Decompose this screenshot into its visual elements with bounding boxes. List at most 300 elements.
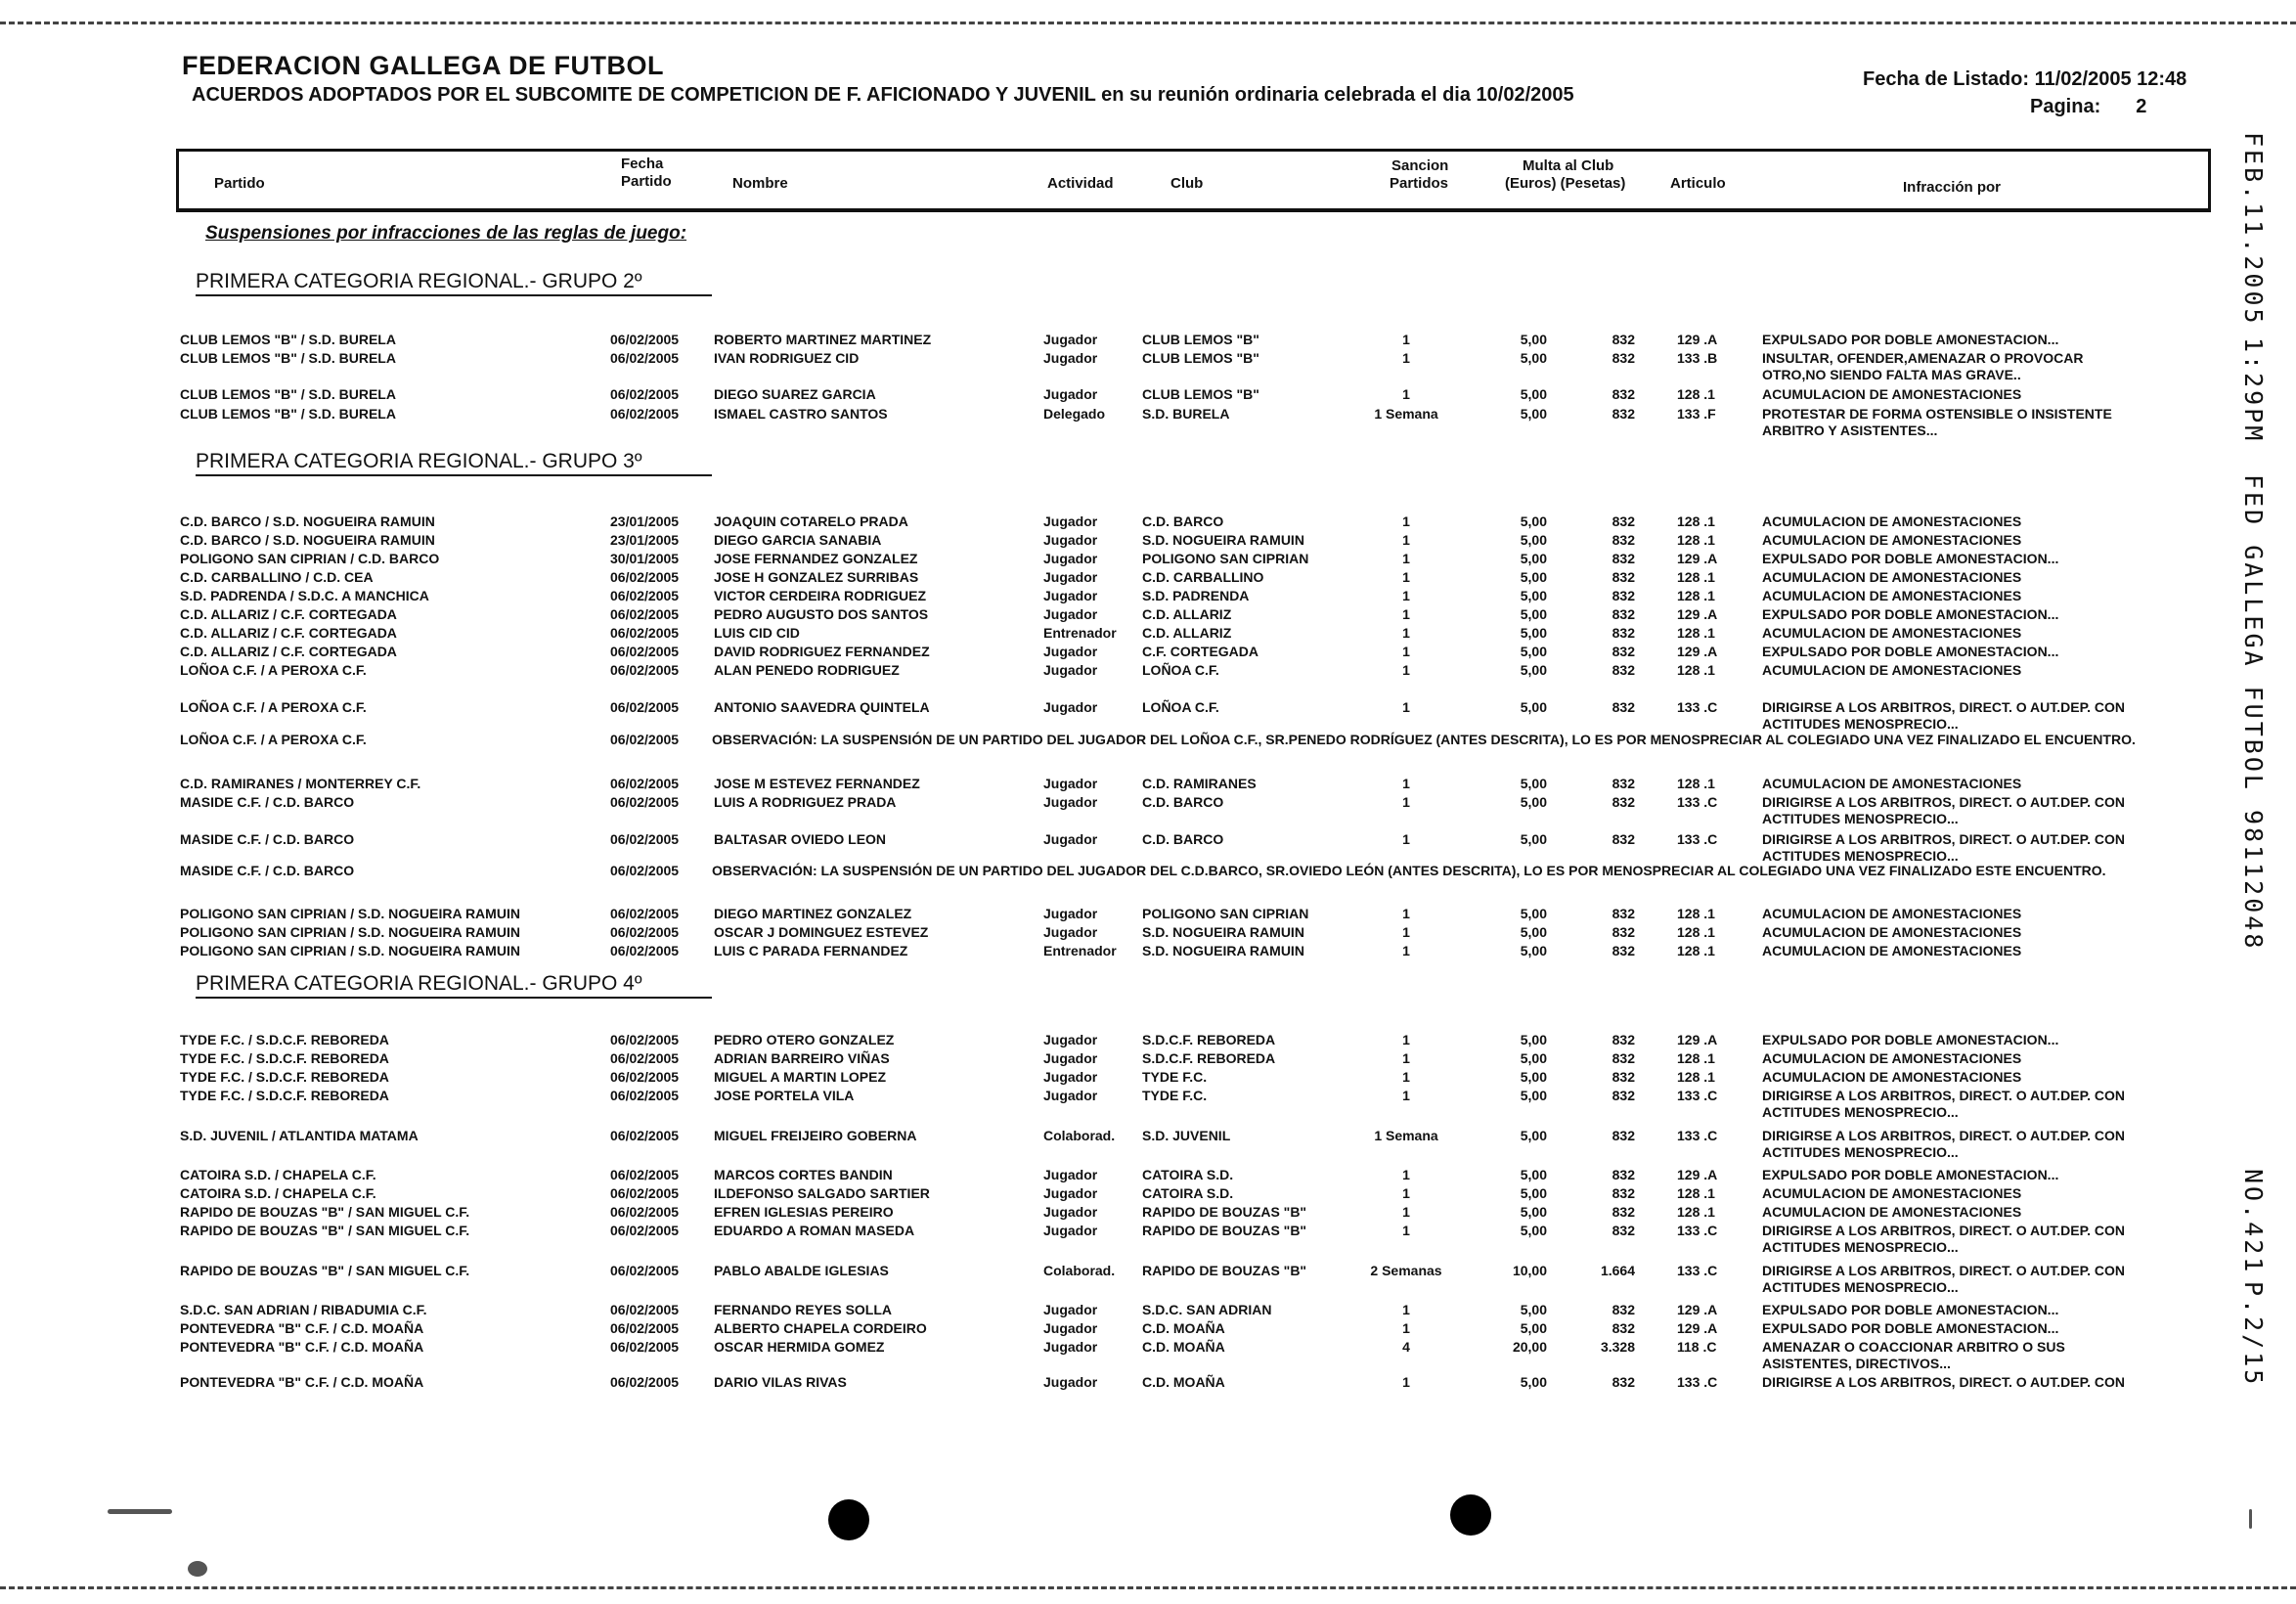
cell-actividad: Delegado <box>1043 406 1106 422</box>
cell-infraccion: ACUMULACION DE AMONESTACIONES <box>1762 1204 2022 1220</box>
cell-club: RAPIDO DE BOUZAS "B" <box>1142 1204 1307 1220</box>
cell-euros: 5,00 <box>1520 606 1547 622</box>
cell-fecha: 23/01/2005 <box>610 532 680 548</box>
cell-infraccion-cont: ASISTENTES, DIRECTIVOS... <box>1762 1356 1951 1371</box>
cell-infraccion: EXPULSADO POR DOBLE AMONESTACION... <box>1762 1032 2059 1047</box>
cell-partido: PONTEVEDRA "B" C.F. / C.D. MOAÑA <box>180 1320 424 1336</box>
cell-club: S.D.C. SAN ADRIAN <box>1142 1302 1272 1317</box>
cell-fecha: 06/02/2005 <box>610 1050 680 1066</box>
cell-partido: TYDE F.C. / S.D.C.F. REBOREDA <box>180 1069 389 1085</box>
cell-sancion: 1 <box>1402 532 1410 548</box>
cell-partido: S.D. JUVENIL / ATLANTIDA MATAMA <box>180 1128 419 1143</box>
cell-club: C.D. BARCO <box>1142 794 1224 810</box>
cell-articulo: 128 .1 <box>1677 1185 1715 1201</box>
cell-euros: 20,00 <box>1512 1339 1547 1355</box>
cell-sancion: 1 <box>1402 924 1410 940</box>
cell-sancion: 1 <box>1402 513 1410 529</box>
cell-infraccion-cont: ACTITUDES MENOSPRECIO... <box>1762 1104 1959 1120</box>
table-row <box>0 643 2230 660</box>
cell-sancion: 2 Semanas <box>1370 1263 1442 1278</box>
cell-fecha: 06/02/2005 <box>610 606 680 622</box>
listing-date: Fecha de Listado: 11/02/2005 12:48 <box>1863 68 2187 90</box>
cell-infraccion: ACUMULACION DE AMONESTACIONES <box>1762 588 2022 603</box>
cell-nombre: ANTONIO SAAVEDRA QUINTELA <box>714 699 930 715</box>
cell-sancion: 1 <box>1402 1032 1410 1047</box>
col-sancion-2: Partidos <box>1390 175 1449 192</box>
cell-fecha: 06/02/2005 <box>610 406 680 422</box>
cell-nombre: DIEGO MARTINEZ GONZALEZ <box>714 906 912 921</box>
cell-articulo: 133 .C <box>1677 1088 1718 1103</box>
cell-infraccion: ACUMULACION DE AMONESTACIONES <box>1762 1050 2022 1066</box>
cell-articulo: 128 .1 <box>1677 513 1715 529</box>
fax-time: 1:29PM <box>2239 337 2268 444</box>
scan-top-edge <box>0 22 2296 24</box>
cell-pesetas: 832 <box>1612 406 1635 422</box>
cell-infraccion: DIRIGIRSE A LOS ARBITROS, DIRECT. O AUT.DEP. CON <box>1762 1128 2126 1143</box>
cell-infraccion-cont: OTRO,NO SIENDO FALTA MAS GRAVE.. <box>1762 367 2021 382</box>
cell-sancion: 1 <box>1402 350 1410 366</box>
cell-pesetas: 832 <box>1612 588 1635 603</box>
cell-euros: 5,00 <box>1520 625 1547 641</box>
table-row <box>0 1166 2230 1183</box>
cell-infraccion-cont: ACTITUDES MENOSPRECIO... <box>1762 1239 1959 1255</box>
cell-pesetas: 832 <box>1612 606 1635 622</box>
cell-pesetas: 832 <box>1612 1374 1635 1390</box>
table-row <box>0 775 2230 792</box>
cell-partido: TYDE F.C. / S.D.C.F. REBOREDA <box>180 1050 389 1066</box>
cell-infraccion: AMENAZAR O COACCIONAR ARBITRO O SUS <box>1762 1339 2065 1355</box>
cell-articulo: 128 .1 <box>1677 532 1715 548</box>
group-underline <box>196 294 712 296</box>
fax-number: NO.421 <box>2239 1169 2268 1275</box>
table-row <box>0 568 2230 586</box>
cell-pesetas: 832 <box>1612 644 1635 659</box>
cell-club: S.D. BURELA <box>1142 406 1230 422</box>
cell-club: POLIGONO SAN CIPRIAN <box>1142 551 1309 566</box>
cell-nombre: LUIS A RODRIGUEZ PRADA <box>714 794 897 810</box>
cell-pesetas: 832 <box>1612 1223 1635 1238</box>
note-fecha: 06/02/2005 <box>610 732 680 747</box>
cell-fecha: 06/02/2005 <box>610 1069 680 1085</box>
cell-euros: 5,00 <box>1520 406 1547 422</box>
cell-club: S.D. NOGUEIRA RAMUIN <box>1142 532 1304 548</box>
section-title: Suspensiones por infracciones de las reglas de juego: <box>205 223 687 244</box>
cell-fecha: 06/02/2005 <box>610 943 680 958</box>
cell-nombre: DIEGO SUAREZ GARCIA <box>714 386 876 402</box>
cell-actividad: Entrenador <box>1043 943 1117 958</box>
cell-club: C.D. MOAÑA <box>1142 1339 1225 1355</box>
col-sancion-1: Sancion <box>1391 157 1449 174</box>
cell-euros: 5,00 <box>1520 551 1547 566</box>
table-row <box>0 1301 2230 1318</box>
cell-nombre: ILDEFONSO SALGADO SARTIER <box>714 1185 930 1201</box>
cell-infraccion: EXPULSADO POR DOBLE AMONESTACION... <box>1762 1167 2059 1182</box>
group-underline <box>196 474 712 476</box>
cell-articulo: 129 .A <box>1677 1302 1718 1317</box>
cell-sancion: 1 <box>1402 1302 1410 1317</box>
cell-euros: 5,00 <box>1520 906 1547 921</box>
cell-nombre: MIGUEL FREIJEIRO GOBERNA <box>714 1128 917 1143</box>
cell-articulo: 128 .1 <box>1677 906 1715 921</box>
cell-euros: 5,00 <box>1520 350 1547 366</box>
cell-articulo: 133 .C <box>1677 1263 1718 1278</box>
cell-infraccion: EXPULSADO POR DOBLE AMONESTACION... <box>1762 551 2059 566</box>
cell-partido: S.D. PADRENDA / S.D.C. A MANCHICA <box>180 588 429 603</box>
cell-sancion: 1 <box>1402 644 1410 659</box>
cell-infraccion: ACUMULACION DE AMONESTACIONES <box>1762 532 2022 548</box>
cell-actividad: Jugador <box>1043 662 1098 678</box>
cell-fecha: 06/02/2005 <box>610 1374 680 1390</box>
note-text: OBSERVACIÓN: LA SUSPENSIÓN DE UN PARTIDO DEL JUGADOR DEL C.D.BARCO, SR.OVIEDO LEÓN (ANTES DESCRITA), LO ES POR MENOSPRECIAR AL COLEGIADO UNA VEZ FINALIZADO ESTE ENCUENTRO. <box>712 863 2106 878</box>
cell-pesetas: 832 <box>1612 1088 1635 1103</box>
col-multa-2: (Euros) (Pesetas) <box>1505 175 1626 192</box>
cell-infraccion: DIRIGIRSE A LOS ARBITROS, DIRECT. O AUT.DEP. CON <box>1762 794 2126 810</box>
cell-euros: 5,00 <box>1520 1167 1547 1182</box>
table-row <box>0 661 2230 679</box>
cell-fecha: 06/02/2005 <box>610 662 680 678</box>
table-row <box>0 605 2230 623</box>
group-title: PRIMERA CATEGORIA REGIONAL.- GRUPO 4º <box>196 972 642 995</box>
cell-partido: MASIDE C.F. / C.D. BARCO <box>180 794 355 810</box>
cell-euros: 5,00 <box>1520 513 1547 529</box>
cell-pesetas: 832 <box>1612 699 1635 715</box>
cell-pesetas: 832 <box>1612 662 1635 678</box>
cell-articulo: 128 .1 <box>1677 569 1715 585</box>
cell-partido: C.D. ALLARIZ / C.F. CORTEGADA <box>180 625 397 641</box>
cell-partido: TYDE F.C. / S.D.C.F. REBOREDA <box>180 1088 389 1103</box>
cell-club: C.D. BARCO <box>1142 831 1224 847</box>
cell-nombre: DARIO VILAS RIVAS <box>714 1374 847 1390</box>
cell-infraccion: EXPULSADO POR DOBLE AMONESTACION... <box>1762 606 2059 622</box>
cell-nombre: PEDRO AUGUSTO DOS SANTOS <box>714 606 929 622</box>
cell-partido: LOÑOA C.F. / A PEROXA C.F. <box>180 699 367 715</box>
cell-fecha: 06/02/2005 <box>610 644 680 659</box>
cell-club: S.D.C.F. REBOREDA <box>1142 1050 1276 1066</box>
table-row <box>0 550 2230 567</box>
cell-infraccion: DIRIGIRSE A LOS ARBITROS, DIRECT. O AUT.DEP. CON <box>1762 1088 2126 1103</box>
cell-sancion: 1 <box>1402 662 1410 678</box>
cell-infraccion: ACUMULACION DE AMONESTACIONES <box>1762 1185 2022 1201</box>
table-row <box>0 1031 2230 1048</box>
page-number <box>2030 96 2146 118</box>
cell-pesetas: 832 <box>1612 350 1635 366</box>
cell-pesetas: 832 <box>1612 532 1635 548</box>
cell-club: S.D. PADRENDA <box>1142 588 1250 603</box>
cell-articulo: 128 .1 <box>1677 776 1715 791</box>
cell-nombre: MARCOS CORTES BANDIN <box>714 1167 893 1182</box>
cell-club: LOÑOA C.F. <box>1142 699 1219 715</box>
cell-fecha: 06/02/2005 <box>610 1223 680 1238</box>
cell-nombre: FERNANDO REYES SOLLA <box>714 1302 893 1317</box>
cell-actividad: Entrenador <box>1043 625 1117 641</box>
cell-sancion: 1 <box>1402 1223 1410 1238</box>
cell-articulo: 133 .B <box>1677 350 1718 366</box>
cell-actividad: Jugador <box>1043 1339 1098 1355</box>
cell-infraccion: ACUMULACION DE AMONESTACIONES <box>1762 776 2022 791</box>
scan-smudge <box>108 1509 172 1514</box>
cell-nombre: IVAN RODRIGUEZ CID <box>714 350 860 366</box>
cell-pesetas: 832 <box>1612 569 1635 585</box>
cell-fecha: 06/02/2005 <box>610 831 680 847</box>
cell-actividad: Jugador <box>1043 1204 1098 1220</box>
group-underline <box>196 997 712 999</box>
cell-actividad: Jugador <box>1043 1032 1098 1047</box>
cell-euros: 5,00 <box>1520 1185 1547 1201</box>
cell-sancion: 4 <box>1402 1339 1410 1355</box>
cell-fecha: 06/02/2005 <box>610 1302 680 1317</box>
cell-partido: S.D.C. SAN ADRIAN / RIBADUMIA C.F. <box>180 1302 427 1317</box>
cell-sancion: 1 <box>1402 943 1410 958</box>
cell-nombre: MIGUEL A MARTIN LOPEZ <box>714 1069 887 1085</box>
cell-actividad: Colaborad. <box>1043 1263 1116 1278</box>
cell-nombre: VICTOR CERDEIRA RODRIGUEZ <box>714 588 927 603</box>
cell-fecha: 06/02/2005 <box>610 794 680 810</box>
cell-infraccion: ACUMULACION DE AMONESTACIONES <box>1762 662 2022 678</box>
cell-infraccion-cont: ARBITRO Y ASISTENTES... <box>1762 423 1938 438</box>
cell-infraccion: ACUMULACION DE AMONESTACIONES <box>1762 943 2022 958</box>
cell-euros: 5,00 <box>1520 1032 1547 1047</box>
cell-fecha: 06/02/2005 <box>610 1204 680 1220</box>
table-row <box>0 830 2230 864</box>
table-row <box>0 1203 2230 1221</box>
cell-sancion: 1 <box>1402 1204 1410 1220</box>
cell-partido: CLUB LEMOS "B" / S.D. BURELA <box>180 332 396 347</box>
cell-articulo: 133 .F <box>1677 406 1716 422</box>
cell-nombre: OSCAR HERMIDA GOMEZ <box>714 1339 885 1355</box>
cell-club: S.D. JUVENIL <box>1142 1128 1231 1143</box>
fax-header <box>2239 132 2280 1501</box>
cell-euros: 5,00 <box>1520 332 1547 347</box>
cell-club: C.D. RAMIRANES <box>1142 776 1257 791</box>
cell-actividad: Jugador <box>1043 794 1098 810</box>
cell-pesetas: 832 <box>1612 1302 1635 1317</box>
cell-partido: MASIDE C.F. / C.D. BARCO <box>180 831 355 847</box>
cell-nombre: BALTASAR OVIEDO LEON <box>714 831 887 847</box>
cell-partido: C.D. BARCO / S.D. NOGUEIRA RAMUIN <box>180 532 435 548</box>
cell-club: S.D. NOGUEIRA RAMUIN <box>1142 943 1304 958</box>
cell-club: CATOIRA S.D. <box>1142 1185 1234 1201</box>
cell-articulo: 129 .A <box>1677 1320 1718 1336</box>
cell-euros: 5,00 <box>1520 1088 1547 1103</box>
note-fecha: 06/02/2005 <box>610 863 680 878</box>
cell-infraccion-cont: ACTITUDES MENOSPRECIO... <box>1762 848 1959 864</box>
cell-fecha: 06/02/2005 <box>610 625 680 641</box>
cell-sancion: 1 <box>1402 588 1410 603</box>
cell-articulo: 133 .C <box>1677 699 1718 715</box>
cell-club: CLUB LEMOS "B" <box>1142 386 1259 402</box>
org-title: FEDERACION GALLEGA DE FUTBOL <box>182 51 664 80</box>
cell-infraccion: ACUMULACION DE AMONESTACIONES <box>1762 386 2022 402</box>
cell-euros: 5,00 <box>1520 1374 1547 1390</box>
document-subtitle: ACUERDOS ADOPTADOS POR EL SUBCOMITE DE COMPETICION DE F. AFICIONADO Y JUVENIL en su reunión ordinaria celebrada el dia 10/02/2005 <box>192 84 1574 106</box>
page-value: 2 <box>2136 96 2147 117</box>
cell-partido: CATOIRA S.D. / CHAPELA C.F. <box>180 1185 376 1201</box>
cell-nombre: ALBERTO CHAPELA CORDEIRO <box>714 1320 927 1336</box>
cell-nombre: ADRIAN BARREIRO VIÑAS <box>714 1050 890 1066</box>
cell-pesetas: 832 <box>1612 386 1635 402</box>
cell-fecha: 06/02/2005 <box>610 1320 680 1336</box>
cell-club: RAPIDO DE BOUZAS "B" <box>1142 1223 1307 1238</box>
cell-infraccion: EXPULSADO POR DOBLE AMONESTACION... <box>1762 1320 2059 1336</box>
cell-nombre: ISMAEL CASTRO SANTOS <box>714 406 888 422</box>
cell-sancion: 1 <box>1402 906 1410 921</box>
cell-pesetas: 832 <box>1612 924 1635 940</box>
cell-partido: CLUB LEMOS "B" / S.D. BURELA <box>180 406 396 422</box>
cell-euros: 5,00 <box>1520 831 1547 847</box>
cell-partido: POLIGONO SAN CIPRIAN / C.D. BARCO <box>180 551 440 566</box>
fax-date: FEB.11.2005 <box>2239 132 2268 327</box>
cell-euros: 5,00 <box>1520 569 1547 585</box>
table-row <box>0 531 2230 549</box>
cell-actividad: Jugador <box>1043 569 1098 585</box>
cell-partido: CLUB LEMOS "B" / S.D. BURELA <box>180 350 396 366</box>
cell-articulo: 133 .C <box>1677 1128 1718 1143</box>
cell-actividad: Jugador <box>1043 551 1098 566</box>
cell-euros: 10,00 <box>1512 1263 1547 1278</box>
cell-euros: 5,00 <box>1520 943 1547 958</box>
cell-infraccion: EXPULSADO POR DOBLE AMONESTACION... <box>1762 644 2059 659</box>
cell-partido: RAPIDO DE BOUZAS "B" / SAN MIGUEL C.F. <box>180 1204 470 1220</box>
cell-partido: C.D. ALLARIZ / C.F. CORTEGADA <box>180 606 397 622</box>
cell-actividad: Jugador <box>1043 1088 1098 1103</box>
table-row <box>0 349 2230 382</box>
cell-pesetas: 832 <box>1612 1185 1635 1201</box>
cell-infraccion-cont: ACTITUDES MENOSPRECIO... <box>1762 716 1959 732</box>
cell-pesetas: 832 <box>1612 906 1635 921</box>
cell-sancion: 1 <box>1402 1374 1410 1390</box>
cell-fecha: 30/01/2005 <box>610 551 680 566</box>
cell-sancion: 1 Semana <box>1374 406 1438 422</box>
cell-pesetas: 832 <box>1612 551 1635 566</box>
cell-articulo: 129 .A <box>1677 644 1718 659</box>
fax-page: P.2/15 <box>2239 1281 2268 1388</box>
col-fecha-1: Fecha <box>621 156 664 172</box>
cell-partido: C.D. RAMIRANES / MONTERREY C.F. <box>180 776 421 791</box>
table-row <box>0 1338 2230 1371</box>
cell-partido: C.D. ALLARIZ / C.F. CORTEGADA <box>180 644 397 659</box>
cell-actividad: Jugador <box>1043 1050 1098 1066</box>
cell-sancion: 1 <box>1402 1088 1410 1103</box>
cell-articulo: 129 .A <box>1677 551 1718 566</box>
cell-articulo: 118 .C <box>1677 1339 1717 1355</box>
cell-actividad: Jugador <box>1043 1302 1098 1317</box>
cell-fecha: 06/02/2005 <box>610 699 680 715</box>
cell-actividad: Jugador <box>1043 924 1098 940</box>
fax-sender: FED GALLEGA FUTBOL 98112048 <box>2239 474 2268 952</box>
cell-sancion: 1 <box>1402 569 1410 585</box>
col-fecha-2: Partido <box>621 173 672 190</box>
cell-sancion: 1 Semana <box>1374 1128 1438 1143</box>
table-row <box>0 385 2230 403</box>
cell-nombre: JOSE H GONZALEZ SURRIBAS <box>714 569 919 585</box>
cell-euros: 5,00 <box>1520 1204 1547 1220</box>
cell-euros: 5,00 <box>1520 1050 1547 1066</box>
cell-pesetas: 832 <box>1612 1128 1635 1143</box>
cell-partido: C.D. CARBALLINO / C.D. CEA <box>180 569 374 585</box>
cell-euros: 5,00 <box>1520 386 1547 402</box>
cell-actividad: Jugador <box>1043 1320 1098 1336</box>
cell-infraccion: DIRIGIRSE A LOS ARBITROS, DIRECT. O AUT.DEP. CON <box>1762 1374 2126 1390</box>
cell-partido: PONTEVEDRA "B" C.F. / C.D. MOAÑA <box>180 1339 424 1355</box>
cell-nombre: ROBERTO MARTINEZ MARTINEZ <box>714 332 932 347</box>
table-row <box>0 1262 2230 1295</box>
cell-articulo: 128 .1 <box>1677 662 1715 678</box>
cell-infraccion-cont: ACTITUDES MENOSPRECIO... <box>1762 1144 1959 1160</box>
cell-club: C.D. CARBALLINO <box>1142 569 1264 585</box>
cell-articulo: 129 .A <box>1677 332 1718 347</box>
column-header-box <box>176 149 2211 212</box>
page-label: Pagina: <box>2030 96 2101 117</box>
cell-fecha: 06/02/2005 <box>610 1185 680 1201</box>
table-row <box>0 1068 2230 1086</box>
table-row <box>0 1319 2230 1337</box>
cell-club: CLUB LEMOS "B" <box>1142 350 1259 366</box>
cell-infraccion-cont: ACTITUDES MENOSPRECIO... <box>1762 1279 1959 1295</box>
cell-infraccion: DIRIGIRSE A LOS ARBITROS, DIRECT. O AUT.DEP. CON <box>1762 1223 2126 1238</box>
cell-actividad: Jugador <box>1043 350 1098 366</box>
cell-actividad: Jugador <box>1043 513 1098 529</box>
cell-articulo: 128 .1 <box>1677 588 1715 603</box>
scan-bottom-edge <box>0 1586 2296 1589</box>
cell-fecha: 06/02/2005 <box>610 776 680 791</box>
cell-pesetas: 832 <box>1612 1050 1635 1066</box>
cell-infraccion: DIRIGIRSE A LOS ARBITROS, DIRECT. O AUT.DEP. CON <box>1762 699 2126 715</box>
cell-actividad: Jugador <box>1043 776 1098 791</box>
cell-fecha: 06/02/2005 <box>610 386 680 402</box>
cell-fecha: 06/02/2005 <box>610 350 680 366</box>
cell-sancion: 1 <box>1402 831 1410 847</box>
cell-fecha: 06/02/2005 <box>610 569 680 585</box>
cell-actividad: Jugador <box>1043 644 1098 659</box>
cell-actividad: Jugador <box>1043 588 1098 603</box>
table-row <box>0 1373 2230 1391</box>
punch-hole <box>828 1499 869 1540</box>
cell-club: C.D. BARCO <box>1142 513 1224 529</box>
col-multa-1: Multa al Club <box>1523 157 1614 174</box>
table-row <box>0 1222 2230 1255</box>
table-row <box>0 331 2230 348</box>
cell-pesetas: 832 <box>1612 1320 1635 1336</box>
cell-sancion: 1 <box>1402 1320 1410 1336</box>
cell-infraccion: ACUMULACION DE AMONESTACIONES <box>1762 906 2022 921</box>
cell-pesetas: 832 <box>1612 794 1635 810</box>
cell-club: C.D. ALLARIZ <box>1142 606 1232 622</box>
table-row <box>0 1127 2230 1160</box>
cell-euros: 5,00 <box>1520 776 1547 791</box>
cell-articulo: 129 .A <box>1677 1032 1718 1047</box>
cell-actividad: Jugador <box>1043 332 1098 347</box>
cell-infraccion: ACUMULACION DE AMONESTACIONES <box>1762 625 2022 641</box>
cell-actividad: Jugador <box>1043 1223 1098 1238</box>
cell-nombre: JOSE M ESTEVEZ FERNANDEZ <box>714 776 920 791</box>
cell-club: TYDE F.C. <box>1142 1069 1208 1085</box>
cell-fecha: 06/02/2005 <box>610 1088 680 1103</box>
cell-euros: 5,00 <box>1520 1069 1547 1085</box>
table-row <box>0 793 2230 826</box>
cell-partido: POLIGONO SAN CIPRIAN / S.D. NOGUEIRA RAMUIN <box>180 943 520 958</box>
cell-pesetas: 1.664 <box>1600 1263 1635 1278</box>
table-row <box>0 1087 2230 1120</box>
col-club: Club <box>1170 175 1204 192</box>
cell-infraccion: EXPULSADO POR DOBLE AMONESTACION... <box>1762 1302 2059 1317</box>
cell-nombre: EDUARDO A ROMAN MASEDA <box>714 1223 915 1238</box>
cell-sancion: 1 <box>1402 1185 1410 1201</box>
cell-articulo: 133 .C <box>1677 1223 1718 1238</box>
cell-euros: 5,00 <box>1520 699 1547 715</box>
cell-nombre: JOSE FERNANDEZ GONZALEZ <box>714 551 918 566</box>
cell-club: POLIGONO SAN CIPRIAN <box>1142 906 1309 921</box>
table-row <box>0 942 2230 959</box>
